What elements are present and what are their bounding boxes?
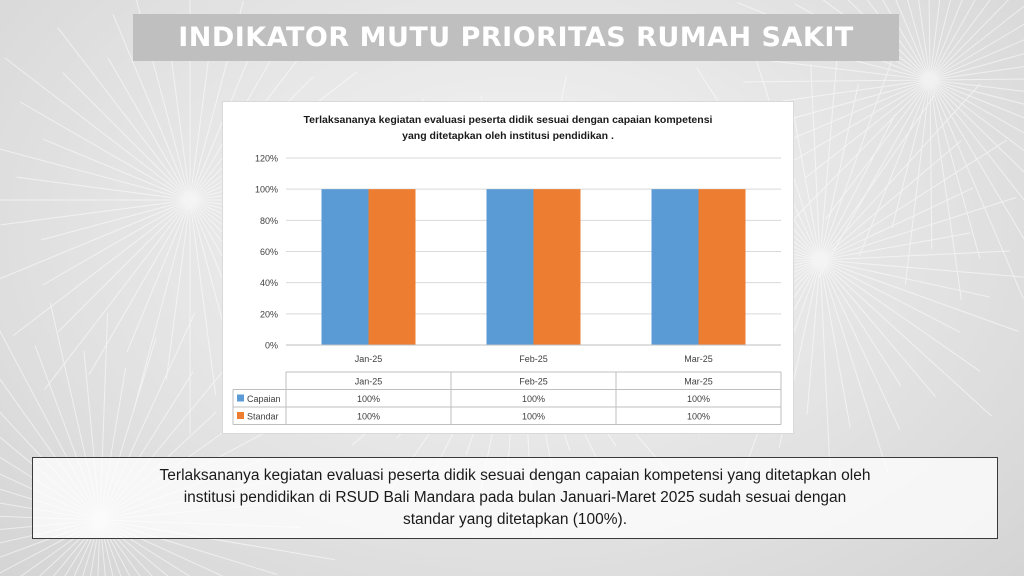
y-tick-label: 0% xyxy=(264,340,278,351)
chart-title-line-1: Terlaksananya kegiatan evaluasi peserta didik sesuai dengan capaian kompetensi xyxy=(303,114,713,126)
table-value-cell: 100% xyxy=(521,394,546,404)
table-value-cell: 100% xyxy=(686,394,711,404)
table-value-cell: 100% xyxy=(356,394,381,404)
bar-standar-jan-25 xyxy=(369,189,416,345)
table-header-cell: Mar-25 xyxy=(684,376,713,387)
y-tick-label: 20% xyxy=(259,309,278,320)
slide-title-banner xyxy=(133,14,899,61)
summary-box xyxy=(32,457,998,539)
y-tick-label: 80% xyxy=(259,215,278,226)
legend-swatch-capaian xyxy=(237,395,244,402)
bar-standar-feb-25 xyxy=(534,189,581,345)
bar-standar-mar-25 xyxy=(699,189,746,345)
bar-capaian-feb-25 xyxy=(487,189,534,345)
legend-label-capaian: Capaian xyxy=(247,394,281,404)
table-value-cell: 100% xyxy=(521,411,546,422)
chart-title-line-2: yang ditetapkan oleh institusi pendidikan . xyxy=(402,130,614,142)
slide-title: INDIKATOR MUTU PRIORITAS RUMAH SAKIT xyxy=(178,22,854,53)
bar-chart xyxy=(223,102,793,433)
table-value-cell: 100% xyxy=(686,411,711,422)
summary-line-3: standar yang ditetapkan (100%). xyxy=(402,511,628,528)
y-tick-label: 60% xyxy=(259,247,278,257)
table-value-cell: 100% xyxy=(356,411,381,422)
y-tick-label: 120% xyxy=(254,153,278,164)
chart-panel xyxy=(222,101,794,434)
legend-label-standar: Standar xyxy=(247,411,279,422)
table-header-cell: Jan-25 xyxy=(354,376,383,387)
chart-title xyxy=(223,112,793,144)
x-tick-label: Mar-25 xyxy=(684,354,713,364)
legend-swatch-standar xyxy=(237,412,244,419)
summary-line-1: Terlaksananya kegiatan evaluasi peserta didik sesuai dengan capaian kompetensi yang ditetapkan oleh xyxy=(159,467,871,484)
x-tick-label: Jan-25 xyxy=(354,354,383,364)
bar-capaian-mar-25 xyxy=(652,189,699,345)
summary-line-2: institusi pendidikan di RSUD Bali Mandara pada bulan Januari-Maret 2025 sudah sesuai dengan xyxy=(183,489,847,506)
y-tick-label: 100% xyxy=(254,184,278,195)
table-header-cell: Feb-25 xyxy=(519,376,548,387)
y-tick-label: 40% xyxy=(259,278,278,289)
bar-capaian-jan-25 xyxy=(322,189,369,345)
x-tick-label: Feb-25 xyxy=(519,354,548,364)
